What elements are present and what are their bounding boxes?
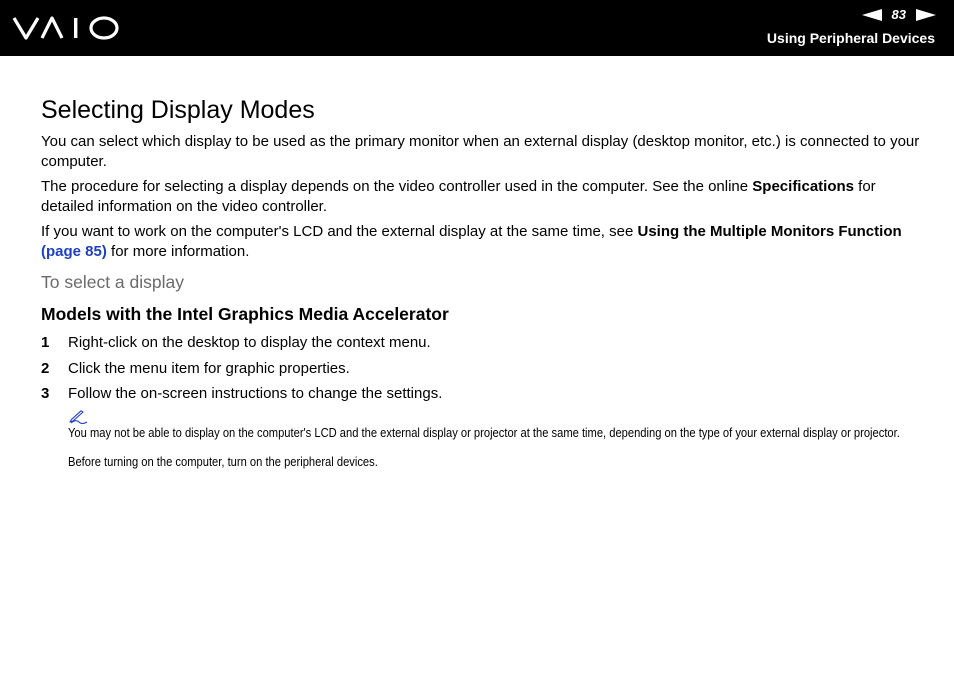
step-text: Follow the on-screen instructions to change the settings. — [68, 385, 443, 402]
procedure-text-end: for detailed information on the video controller. — [41, 178, 876, 215]
step-number: 3 — [41, 385, 50, 402]
specifications-term: Specifications — [752, 178, 854, 195]
model-heading: Models with the Intel Graphics Media Accelerator — [41, 304, 449, 324]
page-85-link[interactable]: (page 85) — [41, 242, 107, 260]
previous-page-icon[interactable] — [862, 9, 882, 21]
list-item — [41, 333, 921, 353]
note-box — [68, 410, 913, 471]
vaio-logo — [12, 14, 120, 42]
list-item — [41, 384, 921, 404]
monitors-text: If you want to work on the computer's LCD and the external display at the same time, see — [41, 223, 638, 240]
page-title: Selecting Display Modes — [41, 96, 315, 124]
monitors-text-end: for more information. — [106, 242, 250, 260]
section-title: Using Peripheral Devices — [766, 30, 935, 46]
step-number: 1 — [41, 334, 50, 351]
list-item — [41, 359, 921, 379]
procedure-paragraph — [41, 177, 921, 216]
step-text: Right-click on the desktop to display the context menu. — [68, 334, 431, 351]
main-content — [41, 94, 921, 471]
note-text: Before turning on the computer, turn on the peripheral devices. — [68, 453, 378, 469]
note-text: You may not be able to display on the computer's LCD and the external display or projector at the same time, depending on the type of your external display or projector. — [68, 424, 900, 440]
next-page-icon[interactable] — [916, 9, 936, 21]
page-header — [0, 0, 954, 56]
page-navigation — [862, 7, 936, 23]
procedure-text: The procedure for selecting a display depends on the video controller used in the computer. See the online — [41, 178, 753, 195]
multiple-monitors-paragraph — [41, 222, 921, 261]
note-pencil-icon — [68, 410, 88, 424]
step-text: Click the menu item for graphic properties. — [68, 359, 350, 377]
intro-paragraph: You can select which display to be used as the primary monitor when an external display (desktop monitor, etc.) is connected to your computer. — [41, 133, 920, 170]
steps-list — [41, 333, 921, 404]
step-number: 2 — [41, 359, 50, 377]
multiple-monitors-term: Using the Multiple Monitors Function — [637, 223, 902, 240]
procedure-subheading: To select a display — [41, 272, 184, 292]
page-number: 83 — [891, 7, 906, 22]
